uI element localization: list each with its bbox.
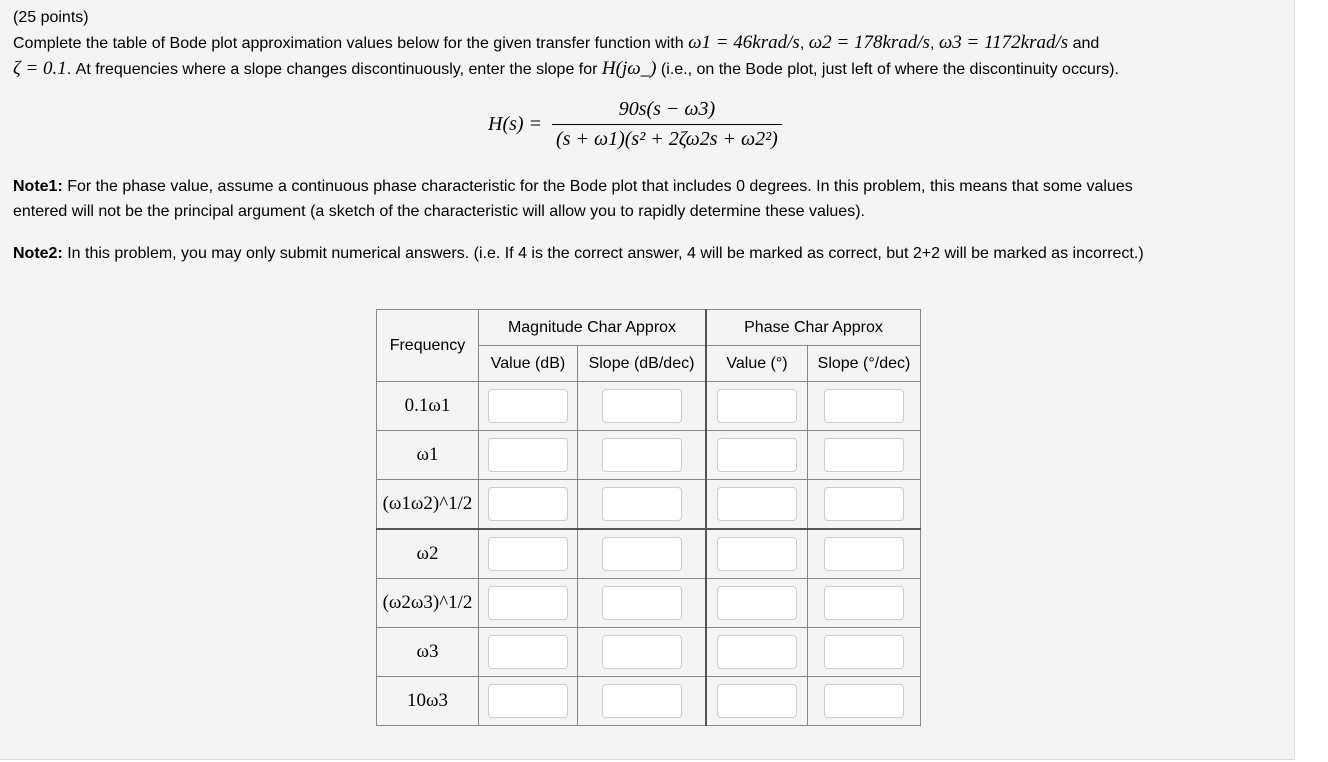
numerator: 90s(s − ω3) [618, 98, 716, 120]
value-db-input[interactable] [488, 487, 568, 521]
value-db-input[interactable] [488, 684, 568, 718]
value-deg-input[interactable] [717, 389, 797, 423]
table-row [377, 579, 921, 628]
table-row [377, 529, 921, 579]
slope-deg-input[interactable] [824, 389, 904, 423]
slope-db-input[interactable] [602, 635, 682, 669]
omega3-value: ω3 = 1172krad/s [938, 32, 1069, 53]
value-deg-input[interactable] [717, 635, 797, 669]
slope-db-input[interactable] [602, 586, 682, 620]
frequency-header: Frequency [377, 310, 479, 382]
phase-header: Phase Char Approx [706, 310, 921, 346]
omega2-value: ω2 = 178krad/s [808, 32, 930, 53]
bode-table [376, 309, 921, 726]
slope-deg-header: Slope (°/dec) [808, 346, 921, 382]
slope-deg-input[interactable] [824, 537, 904, 571]
slope-deg-input[interactable] [824, 684, 904, 718]
zeta-value: ζ = 0.1 [13, 58, 67, 79]
transfer-function: H(s) = $\frac{90s(s - \omega 3)}{\text{(s + ω1)(s² + 2ζω2s + ω2²)}}$ [488, 98, 782, 151]
note2: Note2: In this problem, you may only submit numerical answers. (i.e. If 4 is the correct answer, 4 will be marked as correct, but 2+2 will be marked as incorrect.) [13, 245, 1144, 262]
value-db-input[interactable] [488, 537, 568, 571]
value-db-input[interactable] [488, 389, 568, 423]
frequency-label: 10ω3 [377, 677, 479, 726]
value-deg-input[interactable] [717, 537, 797, 571]
table-row [377, 628, 921, 677]
slope-db-input[interactable] [602, 487, 682, 521]
value-db-input[interactable] [488, 635, 568, 669]
table-row [377, 382, 921, 431]
slope-db-input[interactable] [602, 438, 682, 472]
points-label: (25 points) [13, 9, 89, 26]
slope-db-input[interactable] [602, 537, 682, 571]
frequency-label: ω1 [377, 431, 479, 480]
note1-line-2: entered will not be the principal argument (a sketch of the characteristic will allow you to rapidly determine these values). [13, 203, 865, 220]
slope-db-input[interactable] [602, 684, 682, 718]
frequency-label: (ω1ω2)^1/2 [377, 480, 479, 530]
slope-deg-input[interactable] [824, 635, 904, 669]
value-deg-input[interactable] [717, 586, 797, 620]
value-db-input[interactable] [488, 586, 568, 620]
note1-line-1: Note1: For the phase value, assume a continuous phase characteristic for the Bode plot that includes 0 degrees. In this problem, this means that some values [13, 178, 1133, 195]
magnitude-header: Magnitude Char Approx [479, 310, 707, 346]
slope-deg-input[interactable] [824, 586, 904, 620]
table-row [377, 677, 921, 726]
value-db-input[interactable] [488, 438, 568, 472]
intro-line-1: Complete the table of Bode plot approximation values below for the given transfer function with ω1 = 46krad/s, ω2 = 178krad/s, ω3 = 1172krad/s and [13, 32, 1100, 53]
frequency-label: (ω2ω3)^1/2 [377, 579, 479, 628]
slope-deg-input[interactable] [824, 487, 904, 521]
frequency-label: 0.1ω1 [377, 382, 479, 431]
frequency-label: ω3 [377, 628, 479, 677]
omega1-value: ω1 = 46krad/s [688, 32, 800, 53]
table-row [377, 431, 921, 480]
denominator: (s + ω1)(s² + 2ζω2s + ω2²) [552, 124, 782, 151]
value-deg-input[interactable] [717, 438, 797, 472]
frequency-label: ω2 [377, 529, 479, 579]
value-db-header: Value (dB) [479, 346, 578, 382]
value-deg-input[interactable] [717, 684, 797, 718]
value-deg-header: Value (°) [706, 346, 808, 382]
slope-db-input[interactable] [602, 389, 682, 423]
intro-line-2: ζ = 0.1. At frequencies where a slope changes discontinuously, enter the slope for H(jω_) (i.e., on the Bode plot, just left of where the discontinuity occurs). [13, 58, 1119, 79]
table-row [377, 480, 921, 530]
slope-db-header: Slope (dB/dec) [578, 346, 707, 382]
slope-deg-input[interactable] [824, 438, 904, 472]
value-deg-input[interactable] [717, 487, 797, 521]
